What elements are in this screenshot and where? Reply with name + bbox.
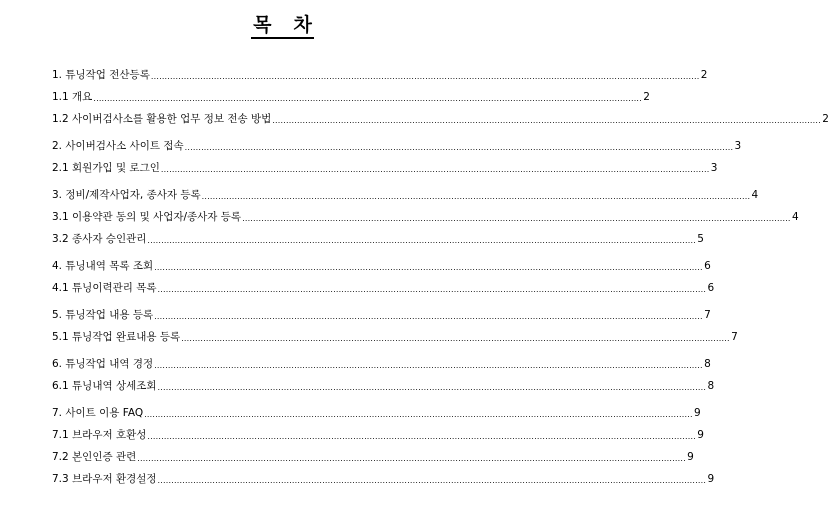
toc-entry-label: 7.3 브라우저 환경설정 (52, 473, 157, 485)
dot-leader: ........................................................................................................................................................................................................ (93, 94, 642, 103)
toc-title-char-2: 차 (293, 14, 312, 36)
toc-entry-page: 9 (707, 473, 715, 485)
toc-entry-page: 9 (687, 451, 694, 463)
toc-entry-label: 5. 튜닝작업 내용 등록 (52, 309, 154, 321)
dot-leader: ........................................................................................................................................................................................................ (157, 383, 707, 392)
dot-leader: ........................................................................................................................................................................................................ (181, 334, 730, 343)
toc-entry-label: 6. 튜닝작업 내역 경정 (52, 358, 154, 370)
toc-entry[interactable] (52, 308, 711, 322)
dot-leader: ........................................................................................................................................................................................................ (137, 454, 686, 463)
dot-leader: ........................................................................................................................................................................................................ (144, 410, 693, 419)
toc-entry[interactable] (52, 406, 701, 420)
toc-entry-page: 8 (704, 358, 711, 370)
toc-entry-label: 1.2 사이버검사소를 활용한 업무 정보 전송 방법 (52, 113, 272, 125)
toc-entry-label: 7. 사이트 이용 FAQ (52, 407, 144, 419)
toc-entry-label: 7.2 본인인증 관련 (52, 451, 137, 463)
toc-entry-page: 2 (822, 113, 829, 125)
toc-entry[interactable] (52, 139, 742, 153)
dot-leader: ........................................................................................................................................................................................................ (154, 312, 703, 321)
toc-entry[interactable] (52, 210, 799, 224)
toc-entry-page: 4 (791, 211, 799, 223)
toc-entry-label: 7.1 브라우저 호환성 (52, 429, 147, 441)
dot-leader: ........................................................................................................................................................................................................ (157, 476, 707, 485)
toc-entry-label: 4. 튜닝내역 목록 조회 (52, 260, 154, 272)
toc-entry-page: 5 (697, 233, 704, 245)
toc-entry[interactable] (52, 188, 759, 202)
toc-entry-label: 3.1 이용약관 동의 및 사업자/종사자 등록 (52, 211, 242, 223)
toc-entry-page: 9 (694, 407, 701, 419)
toc-entry[interactable] (52, 281, 715, 295)
toc-entry[interactable] (52, 357, 711, 371)
toc-entry-label: 3. 정비/제작사업자, 종사자 등록 (52, 189, 201, 201)
toc-title-char-1: 목 (253, 14, 272, 36)
toc-entry[interactable] (52, 90, 650, 104)
toc-entry-page: 6 (704, 260, 711, 272)
toc-entry-page: 6 (707, 282, 715, 294)
toc-entry-page: 9 (697, 429, 704, 441)
toc-entry[interactable] (52, 259, 711, 273)
toc-entry-page: 8 (707, 380, 715, 392)
toc-title (0, 14, 565, 39)
toc-entry[interactable] (52, 330, 738, 344)
toc-entry-label: 1.1 개요 (52, 91, 93, 103)
dot-leader: ........................................................................................................................................................................................................ (154, 263, 703, 272)
toc-entry-label: 2. 사이버검사소 사이트 접속 (52, 140, 184, 152)
toc-entry[interactable] (52, 472, 715, 486)
dot-leader: ........................................................................................................................................................................................................ (147, 236, 696, 245)
toc-entry-page: 7 (704, 309, 711, 321)
toc-title-text (251, 14, 314, 39)
toc-entry[interactable] (52, 428, 704, 442)
dot-leader: ........................................................................................................................................................................................................ (184, 143, 734, 152)
dot-leader: ........................................................................................................................................................................................................ (201, 192, 751, 201)
toc-entry-label: 5.1 튜닝작업 완료내용 등록 (52, 331, 181, 343)
dot-leader: ........................................................................................................................................................................................................ (147, 432, 696, 441)
dot-leader: ........................................................................................................................................................................................................ (157, 285, 707, 294)
toc-entry[interactable] (52, 232, 704, 246)
toc-entry-page: 4 (751, 189, 759, 201)
dot-leader: ........................................................................................................................................................................................................ (272, 116, 821, 125)
dot-leader: ........................................................................................................................................................................................................ (160, 165, 710, 174)
toc-entry[interactable] (52, 379, 715, 393)
dot-leader: ........................................................................................................................................................................................................ (242, 214, 791, 223)
toc-entry[interactable] (52, 161, 718, 175)
toc-entry-label: 1. 튜닝작업 전산등록 (52, 69, 150, 81)
toc-entry[interactable] (52, 112, 829, 126)
toc-entry-page: 3 (734, 140, 742, 152)
dot-leader: ........................................................................................................................................................................................................ (154, 361, 703, 370)
toc-entry-label: 3.2 종사자 승인관리 (52, 233, 147, 245)
toc-entry-label: 4.1 튜닝이력관리 목록 (52, 282, 157, 294)
dot-leader: ........................................................................................................................................................................................................ (150, 72, 700, 81)
toc-entry-page: 2 (700, 69, 708, 81)
toc-entry[interactable] (52, 450, 694, 464)
toc-entry[interactable] (52, 68, 708, 82)
toc-entry-page: 3 (710, 162, 718, 174)
toc-entry-page: 7 (731, 331, 738, 343)
toc-entry-page: 2 (643, 91, 650, 103)
toc-entry-label: 2.1 회원가입 및 로그인 (52, 162, 160, 174)
toc-entry-label: 6.1 튜닝내역 상세조회 (52, 380, 157, 392)
